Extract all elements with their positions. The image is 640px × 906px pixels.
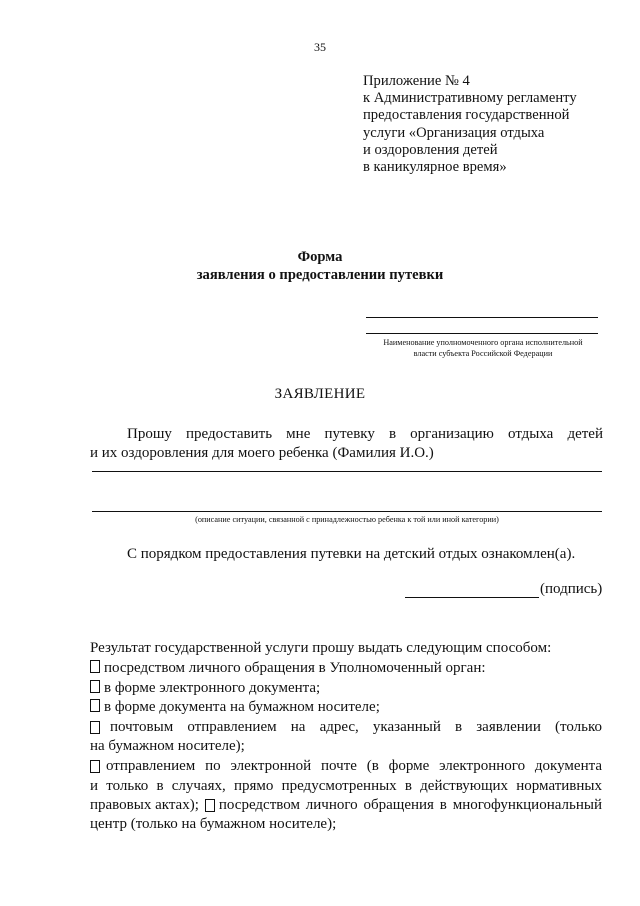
- checkbox-personal[interactable]: [90, 660, 100, 673]
- option-email-line1: [90, 757, 602, 776]
- appendix-header: [363, 73, 633, 176]
- appendix-line: Приложение № 4: [363, 73, 470, 89]
- option-mail-label-1: почтовым отправлением на адрес, указанный в заявлении (только: [110, 719, 602, 735]
- appendix-line: услуги «Организация отдыха: [363, 124, 545, 141]
- option-paper-label: в форме документа на бумажном носителе;: [104, 699, 380, 715]
- checkbox-electronic[interactable]: [90, 680, 100, 693]
- option-paper: [90, 698, 610, 717]
- checkbox-paper[interactable]: [90, 699, 100, 712]
- authority-caption-line1: Наименование уполномоченного органа исполнительной: [383, 338, 583, 347]
- option-email-label-2: и только в случаях, прямо предусмотренных в действующих нормативных: [90, 778, 602, 794]
- form-title: [0, 248, 640, 284]
- option-electronic: [90, 679, 610, 698]
- option-personal: [90, 659, 610, 678]
- appendix-line: к Административному регламенту: [363, 90, 577, 107]
- option-mfc-label-2: центр (только на бумажном носителе);: [90, 816, 337, 832]
- option-electronic-label: в форме электронного документа;: [104, 680, 321, 696]
- situation-caption: (описание ситуации, связанной с принадлежностью ребенка к той или иной категории): [195, 515, 499, 524]
- appendix-line: в каникулярное время»: [363, 159, 507, 176]
- acknowledgement-text: С порядком предоставления путевки на детский отдых ознакомлен(а).: [127, 546, 576, 562]
- checkbox-mail[interactable]: [90, 721, 100, 734]
- child-name-blank-line[interactable]: [92, 471, 602, 472]
- signature-blank-line[interactable]: [405, 597, 539, 598]
- option-email-mfc-line: [90, 796, 602, 815]
- result-intro: Результат государственной услуги прошу выдать следующим способом:: [90, 640, 552, 656]
- checkbox-mfc[interactable]: [205, 799, 215, 812]
- checkbox-email[interactable]: [90, 760, 100, 773]
- appendix-line: предоставления государственной: [363, 107, 570, 124]
- option-mail-line1: [90, 718, 602, 737]
- appendix-line: и оздоровления детей: [363, 141, 498, 158]
- page-number: 35: [314, 40, 326, 54]
- form-title-line2: заявления о предоставлении путевки: [196, 267, 444, 283]
- option-email-label-1: отправлением по электронной почте (в форме электронного документа: [106, 758, 602, 774]
- option-personal-label: посредством личного обращения в Уполномоченный орган:: [104, 660, 486, 676]
- form-title-line1: Форма: [297, 249, 343, 265]
- option-mfc-label-1: посредством личного обращения в многофункциональный: [218, 797, 602, 813]
- situation-blank-line[interactable]: [92, 511, 602, 512]
- authority-blank-line-2[interactable]: [366, 333, 598, 334]
- authority-caption: [352, 337, 614, 359]
- request-line-1: Прошу предоставить мне путевку в организацию отдыха детей: [127, 426, 603, 442]
- authority-caption-line2: власти субъекта Российской Федерации: [413, 349, 553, 358]
- authority-blank-line-1[interactable]: [366, 317, 598, 318]
- statement-heading: ЗАЯВЛЕНИЕ: [274, 386, 366, 402]
- request-line-2: и их оздоровления для моего ребенка (Фамилия И.О.): [90, 445, 434, 461]
- signature-label: (подпись): [540, 581, 603, 597]
- option-email-label-3: правовых актах);: [90, 797, 199, 813]
- option-mail-label-2: на бумажном носителе);: [90, 738, 245, 754]
